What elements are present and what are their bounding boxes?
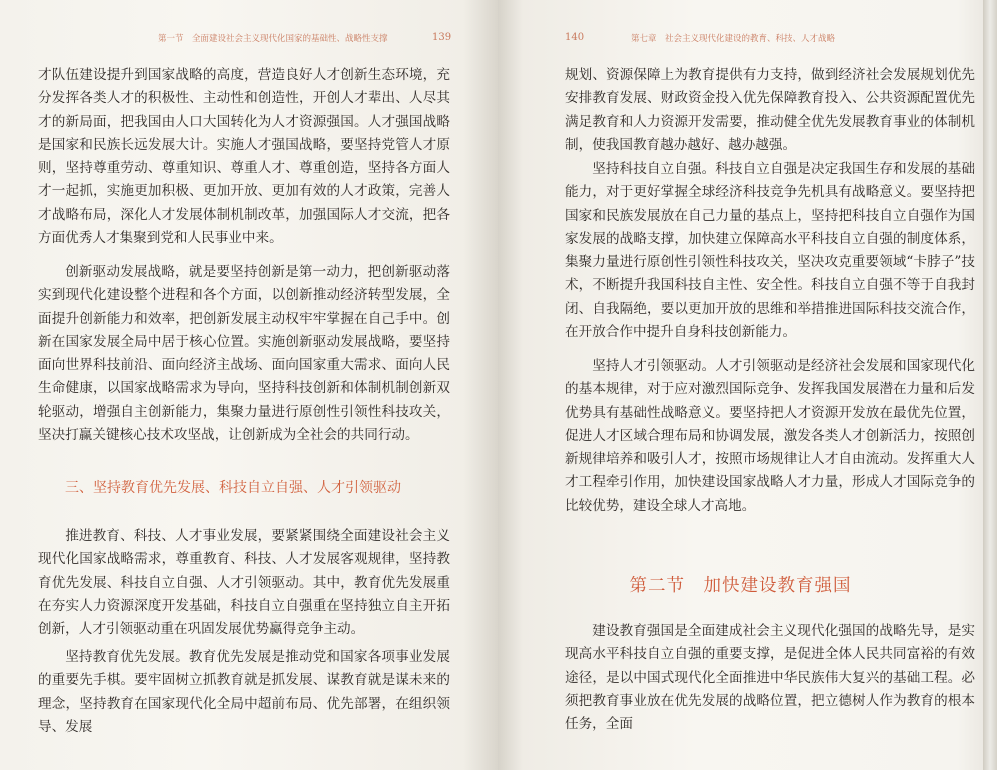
section-heading: 三、坚持教育优先发展、科技自立自强、人才引领驱动 <box>65 480 401 496</box>
left-page <box>0 0 498 770</box>
page-edge <box>983 0 997 770</box>
paragraph: 规划、资源保障上为教育提供有力支持，做到经济社会发展规划优先安排教育发展、财政资金投入优先保障教育投入、公共资源配置优先满足教育和人力资源开发需要，推动健全优先发展教育事业的体制机制，使我国教育越办越好、越办越强。 <box>565 67 975 153</box>
page-number-text: 140 <box>565 32 585 43</box>
paragraph: 建设教育强国是全面建成社会主义现代化强国的战略先导，是实现高水平科技自立自强的重要支撑，是促进全体人民共同富裕的有效途径，是以中国式现代化全面推进中华民族伟大复兴的基础工程。必须把教育事业放在优先发展的战略位置，把立德树人作为教育的根本任务，全面 <box>565 623 975 733</box>
running-head-text: 第七章 社会主义现代化建设的教育、科技、人才战略 <box>631 34 836 44</box>
right-running-head <box>631 32 835 44</box>
paragraph: 推进教育、科技、人才事业发展，要紧紧围绕全面建设社会主义现代化国家战略需求，尊重教育、科技、人才发展客观规律，坚持教育优先发展、科技自立自强、人才引领驱动。其中，教育优先发展重在夯实人力资源深度开发基础，科技自立自强重在坚持独立自主开拓创新，人才引领驱动重在巩固发展优势赢得竞争主动。 <box>38 528 450 638</box>
paragraph: 坚持人才引领驱动。人才引领驱动是经济社会发展和国家现代化的基本规律，对于应对激烈国际竞争、发挥我国发展潜在力量和后发优势具有基础性战略意义。要坚持把人才资源开发放在最优先位置，促进人才区域合理布局和协调发展，激发各类人才创新活力，按照创新规律培养和吸引人才，按照市场规律让人才自由流动。发挥重大人才工程牵引作用，加快建设国家战略人才力量，形成人才国际竞争的比较优势，建设全球人才高地。 <box>565 358 975 514</box>
left-page-number <box>432 32 451 43</box>
left-running-head <box>158 32 388 44</box>
page-number-text: 139 <box>432 32 452 43</box>
paragraph: 才队伍建设提升到国家战略的高度，营造良好人才创新生态环境，充分发挥各类人才的积极性、主动性和创造性，开创人才辈出、人尽其才的新局面，把我国由人口大国转化为人才资源强国。人才强国战略是国家和民族长远发展大计。实施人才强国战略，要坚持党管人才原则，坚持尊重劳动、尊重知识、尊重人才、尊重创造，坚持各方面人才一起抓，实施更加积极、更加开放、更加有效的人才政策，完善人才战略布局，深化人才发展体制机制改革，加强国际人才交流，把各方面优秀人才集聚到党和人民事业中来。 <box>38 67 450 247</box>
right-page <box>498 0 997 770</box>
paragraph: 坚持教育优先发展。教育优先发展是推动党和国家各项事业发展的重要先手棋。要牢固树立抓教育就是抓发展、谋教育就是谋未来的理念，坚持教育在国家现代化全局中超前布局、优先部署，在组织领导、发展 <box>38 649 450 735</box>
running-head-text: 第一节 全面建设社会主义现代化国家的基础性、战略性支撑 <box>158 34 388 44</box>
paragraph: 坚持科技自立自强。科技自立自强是决定我国生存和发展的基础能力，对于更好掌握全球经济科技竞争先机具有战略意义。要坚持把国家和民族发展放在自己力量的基点上，坚持把科技自立自强作为国家发展的战略支撑，加快建立保障高水平科技自立自强的制度体系，集聚力量进行原创性引领性科技攻关，坚决攻克重要领域“卡脖子”技术，不断提升我国科技自主性、安全性。科技自立自强不等于自我封闭、自我隔绝，要以更加开放的思维和举措推进国际科技交流合作，在开放合作中提升自身科技创新能力。 <box>565 161 975 341</box>
paragraph: 创新驱动发展战略，就是要坚持创新是第一动力，把创新驱动落实到现代化建设整个进程和各个方面，以创新推动经济转型发展，全面提升创新能力和效率，把创新发展主动权牢牢掌握在自己手中。创新在国家发展全局中居于核心位置。实施创新驱动发展战略，要坚持面向世界科技前沿、面向经济主战场、面向国家重大需求、面向人民生命健康，以国家战略需求为导向，坚持科技创新和体制机制创新双轮驱动，增强自主创新能力，集聚力量进行原创性引领性科技攻关，坚决打赢关键核心技术攻坚战，让创新成为全社会的共同行动。 <box>38 264 450 444</box>
chapter-heading: 第二节 加快建设教育强国 <box>629 576 852 596</box>
right-page-number <box>565 32 584 43</box>
